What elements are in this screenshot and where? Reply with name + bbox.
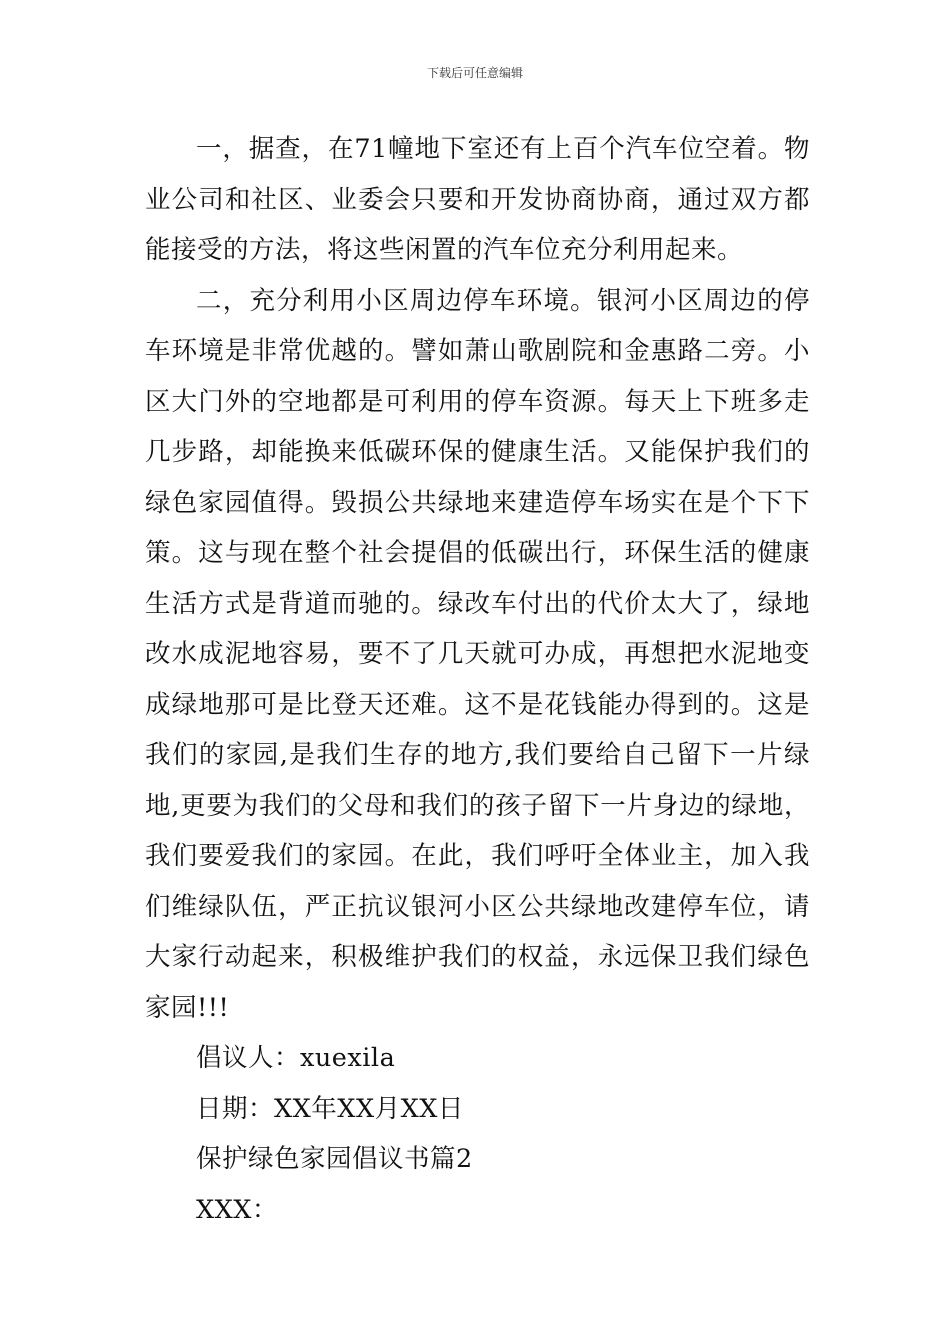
paragraph-parking-spaces: 一，据查，在71幢地下室还有上百个汽车位空着。物业公司和社区、业委会只要和开发协商协商，通过双方都能接受的方法，将这些闲置的汽车位充分利用起来。 bbox=[145, 134, 810, 265]
section-title: 保护绿色家园倡议书篇2 bbox=[196, 1144, 473, 1174]
paragraph-surrounding-parking: 二，充分利用小区周边停车环境。银河小区周边的停车环境是非常优越的。譬如萧山歌剧院和金惠路二旁。小区大门外的空地都是可利用的停车资源。每天上下班多走几步路，却能换来低碳环保的健康生活。又能保护我们的绿色家园值得。毁损公共绿地来建造停车场实在是个下下策。这与现在整个社会提倡的低碳出行，环保生活的健康生活方式是背道而驰的。绿改车付出的代价太大了，绿地改水成泥地容易，要不了几天就可办成，再想把水泥地变成绿地那可是比登天还难。这不是花钱能办得到的。这是我们的家园,是我们生存的地方,我们要给自己留下一片绿地,更要为我们的父母和我们的孩子留下一片身边的绿地，我们要爱我们的家园。在此，我们呼吁全体业主，加入我们维绿队伍，严正抗议银河小区公共绿地改建停车位，请大家行动起来，积极维护我们的权益，永远保卫我们绿色家园!!! bbox=[145, 285, 810, 1023]
document-body bbox=[145, 124, 810, 1235]
page-header: 下载后可任意编辑 bbox=[426, 66, 523, 80]
date-line: 日期：XX年XX月XX日 bbox=[196, 1093, 464, 1124]
salutation-line: XXX： bbox=[196, 1194, 278, 1225]
initiator-line: 倡议人：xuexila bbox=[196, 1043, 396, 1073]
